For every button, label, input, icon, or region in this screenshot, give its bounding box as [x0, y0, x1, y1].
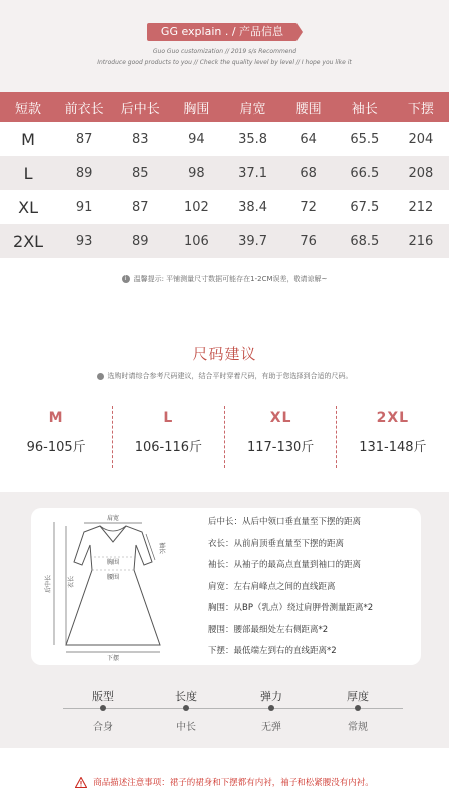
table-cell: L	[0, 156, 56, 190]
header-subtitle-2: Introduce good products to you // Check the quality level by level // I hope you like it	[97, 59, 352, 66]
table-row	[0, 224, 449, 258]
table-cell: 89	[112, 224, 168, 258]
table-cell: 106	[168, 224, 224, 258]
table-cell: 85	[112, 156, 168, 190]
col-header: 腰围	[281, 92, 337, 122]
size-rec-item	[225, 400, 337, 472]
table-cell: 64	[281, 122, 337, 156]
section-title-badge: GG explain . / 产品信息	[147, 23, 297, 41]
table-cell: 37.1	[225, 156, 281, 190]
table-cell: 76	[281, 224, 337, 258]
table-cell: 68.5	[337, 224, 393, 258]
product-attributes	[63, 688, 403, 738]
table-cell: 87	[112, 190, 168, 224]
size-table-header	[0, 92, 449, 122]
divider	[336, 406, 337, 468]
table-cell: 38.4	[225, 190, 281, 224]
attribute-key: 厚度	[347, 690, 369, 703]
diagram-label-length: 衣长	[68, 575, 75, 589]
col-header: 胸围	[168, 92, 224, 122]
table-cell: 67.5	[337, 190, 393, 224]
dress-measurement-diagram	[38, 512, 188, 662]
table-cell: 87	[56, 122, 112, 156]
size-label: M	[48, 410, 64, 426]
attribute-item	[241, 688, 301, 733]
attribute-value: 中长	[176, 722, 196, 733]
size-label: L	[163, 410, 174, 426]
table-cell: 65.5	[337, 122, 393, 156]
explanation-line: 腰围：腰部最细处左右侧距离*2	[208, 624, 329, 635]
size-recommendation-title: 尺码建议	[192, 345, 257, 363]
col-header: 后中长	[112, 92, 168, 122]
size-label: XL	[269, 410, 292, 426]
attribute-value: 常规	[348, 722, 368, 733]
warning-icon	[75, 777, 87, 788]
divider	[112, 406, 113, 468]
info-icon: i	[122, 275, 130, 283]
table-cell: 208	[393, 156, 449, 190]
table-cell: 66.5	[337, 156, 393, 190]
measurement-tip	[0, 274, 449, 284]
table-row	[0, 156, 449, 190]
table-cell: 93	[56, 224, 112, 258]
table-cell: 68	[281, 156, 337, 190]
weight-range: 106-116斤	[134, 440, 203, 455]
col-header: 肩宽	[225, 92, 281, 122]
explanation-line: 胸围：从BP（乳点）绕过肩胛骨测量距离*2	[208, 603, 374, 613]
size-rec-item	[112, 400, 224, 472]
size-table	[0, 92, 449, 258]
weight-range: 117-130斤	[246, 440, 315, 455]
explanation-line: 后中长：从后中领口垂直量至下摆的距离	[208, 517, 362, 527]
attribute-key: 版型	[92, 690, 114, 703]
table-cell: 83	[112, 122, 168, 156]
diagram-label-shoulder: 肩宽	[106, 515, 120, 522]
attribute-item	[73, 688, 133, 733]
table-cell: XL	[0, 190, 56, 224]
diagram-label-waist: 腰围	[106, 574, 120, 581]
explanation-line: 衣长：从前肩顶垂直量至下摆的距离	[208, 538, 345, 549]
header-subtitle-1: Guo Guo customization // 2019 s/s Recommend	[152, 48, 297, 55]
table-cell: 2XL	[0, 224, 56, 258]
note-text: 选购时请综合参考尺码建议，结合平时穿着尺码，有助于您选择到合适的尺码。	[107, 372, 353, 380]
notice-text: 商品描述注意事项：裙子的裙身和下摆都有内衬，袖子和松紧腰没有内衬。	[93, 778, 374, 788]
explanation-line: 下摆：最低端左到右的直线距离*2	[208, 646, 337, 656]
measurement-explanations	[208, 515, 418, 666]
attribute-value: 无弹	[261, 722, 281, 733]
table-cell: 89	[56, 156, 112, 190]
size-recommendation-note	[0, 371, 449, 381]
diagram-label-hem: 下摆	[106, 655, 120, 662]
table-cell: 212	[393, 190, 449, 224]
col-header: 下摆	[393, 92, 449, 122]
table-cell: 216	[393, 224, 449, 258]
col-header: 短款	[0, 92, 56, 122]
table-row	[0, 122, 449, 156]
attribute-value: 合身	[93, 722, 113, 733]
table-cell: 204	[393, 122, 449, 156]
size-rec-item	[337, 400, 449, 472]
size-rec-item	[0, 400, 112, 472]
table-row	[0, 190, 449, 224]
attribute-key: 长度	[175, 690, 197, 703]
diagram-label-chest: 胸围	[106, 559, 120, 566]
weight-range: 131-148斤	[359, 440, 427, 455]
col-header: 袖长	[337, 92, 393, 122]
weight-range: 96-105斤	[26, 440, 86, 455]
col-header: 前衣长	[56, 92, 112, 122]
diagram-label-sleeve: 袖长	[158, 541, 165, 555]
table-cell: 72	[281, 190, 337, 224]
size-recommendation-grid	[0, 400, 449, 472]
table-cell: 94	[168, 122, 224, 156]
table-cell: M	[0, 122, 56, 156]
attribute-item	[156, 688, 216, 733]
table-cell: 98	[168, 156, 224, 190]
attribute-key: 弹力	[260, 690, 282, 703]
tip-text: 温馨提示: 平铺测量尺寸数据可能存在1-2CM误差，敬请谅解~	[133, 275, 328, 283]
table-cell: 35.8	[225, 122, 281, 156]
diagram-label-back-length: 后中长	[45, 574, 52, 594]
explanation-line: 袖长：从袖子的最高点直量到袖口的距离	[208, 560, 362, 570]
explanation-line: 肩宽：左右肩峰点之间的直线距离	[208, 581, 336, 592]
table-cell: 91	[56, 190, 112, 224]
table-cell: 102	[168, 190, 224, 224]
info-icon	[97, 373, 104, 380]
divider	[224, 406, 225, 468]
table-cell: 39.7	[225, 224, 281, 258]
product-notice	[0, 776, 449, 788]
size-label: 2XL	[376, 410, 410, 426]
attribute-item	[328, 688, 388, 733]
